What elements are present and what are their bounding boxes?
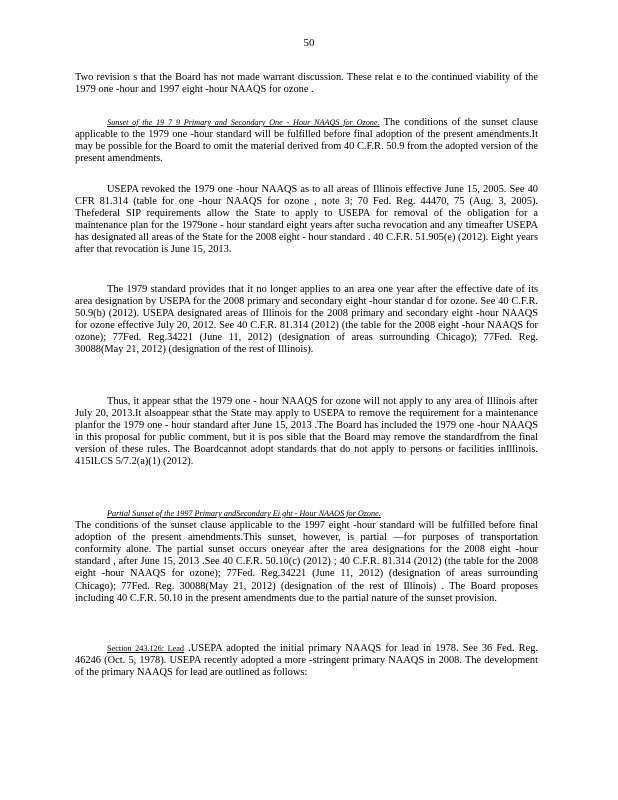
section-heading-sunset-1979: Sunset of the 19 7 9 Primary and Secondary One - Hour NAAQS for Ozone. [107, 118, 380, 127]
paragraph-intro: Two revision s that the Board has not made warrant discussion. These relat e to the continued viability of the 1979 one -hour and 1997 eight -hour NAAQS for ozone . [75, 72, 538, 96]
page-number: 50 [303, 37, 315, 49]
section-heading-partial-sunset: Partial Sunset of the 1997 Primary andSecondary Ei ght - Hour NAAOS for Ozone. [107, 509, 381, 518]
paragraph-sunset-1979-body: The conditions of the sunset clause applicable to the 1979 one -hour standard will be fulfilled before final adoption of the present amendments.It may be possible for the Board to omit the material derived from 40 C.F.R. 50.9 from the adopted version of the present amendments. [75, 117, 538, 165]
paragraph-section-lead-body: .USEPA adopted the initial primary NAAQS for lead in 1978. See 36 Fed. Reg. 46246 (Oct. 5, 1978). USEPA recently adopted a more -stringent primary NAAQS in 2008. The development of the primary NAAQS for lead are outlined as follows: [75, 643, 539, 679]
paragraph-partial-sunset [75, 508, 538, 605]
paragraph-section-lead [75, 643, 538, 679]
section-heading-lead: Section 243.126: Lead [107, 644, 184, 653]
paragraph-usepa-revoked: USEPA revoked the 1979 one -hour NAAQS as to all areas of Illinois effective June 15, 2005. See 40 CFR 81.314 (table for one -hour NAAQS for ozone , note 3; 70 Fed. Reg. 44470, 75 (Aug. 3, 2005). Thefederal SIP requirements allow the State to apply to USEPA for removal of the obligation for a maintenance plan for the 1979one - hour standard eight years after sucha revocation and any timeafter USEPA has designated all areas of the State for the 2008 eight - hour standard . 40 C.F.R. 51.905(e) (2012). Eight years after that revocation is June 15, 2013. [75, 184, 538, 256]
paragraph-sunset-1979 [75, 117, 538, 165]
paragraph-partial-sunset-body: The conditions of the sunset clause applicable to the 1997 eight -hour standard will be fulfilled before final adoption of the present amendments.This sunset, however, is partial —for purposes of transportation conformity alone. The partial sunset occurs oneyear after the area designations for the 2008 eight -hour standard , after June 15, 2013 .See 40 C.F.R. 50.10(c) (2012) ; 40 C.F.R. 81.314 (2012) (the table for the 2008 eight -hour NAAQS for ozone); 77Fed. Reg.34221 (June 11, 2012) (designation of areas surrounding Chicago); 77Fed. Reg. 30088(May 21, 2012) (designation of the rest of Illinois) . The Board proposes including 40 C.F.R. 50.10 in the present amendments due to the partial nature of the sunset provision. [75, 520, 538, 604]
paragraph-thus-it-appears: Thus, it appear sthat the 1979 one - hour NAAQS for ozone will not apply to any area of Illinois after July 20, 2013.It alsoappear sthat the State may apply to USEPA to remove the requirement for a maintenance planfor the 1979 one - hour standard after June 15, 2013 .The Board has included the 1979 one -hour NAAQS in this proposal for public comment, but it is pos sible that the Board may remove the standardfrom the final version of these rules. The Boardcannot adopt standards that do not apply to persons or facilities inIllinois. 415ILCS 5/7.2(a)(1) (2012). [75, 396, 538, 468]
paragraph-1979-standard: The 1979 standard provides that it no longer applies to an area one year after the effective date of its area designation by USEPA for the 2008 primary and secondary eight -hour standar d for ozone. See 40 C.F.R. 50.9(b) (2012). USEPA designated areas of Illinois for the 2008 primary and secondary eight -hour NAAQS for ozone effective July 20, 2012. See 40 C.F.R. 81.314 (2012) (the table for the 2008 eight -hour NAAQS for ozone); 77Fed. Reg.34221 (June 11, 2012) (designation of areas surrounding Chicago); 77Fed. Reg. 30088(May 21, 2012) (designation of the rest of Illinois). [75, 284, 538, 356]
